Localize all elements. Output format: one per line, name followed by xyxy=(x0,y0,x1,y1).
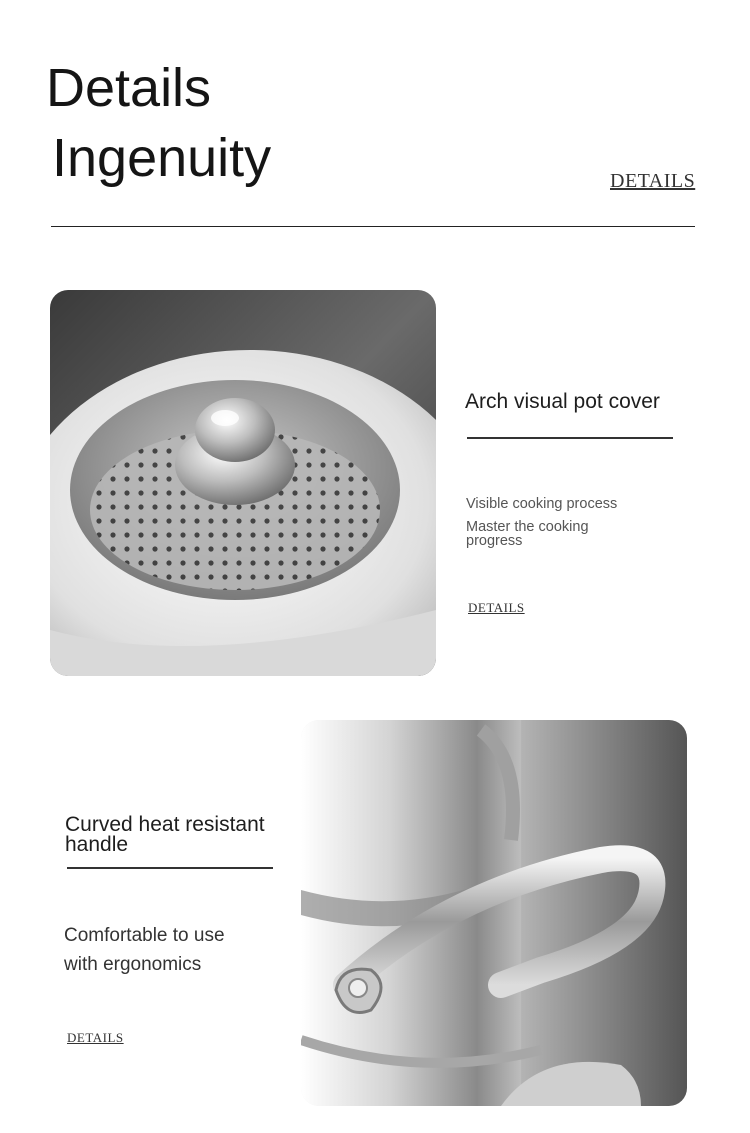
feature2-line2: with ergonomics xyxy=(64,954,202,975)
pot-lid-photo xyxy=(50,290,436,676)
page-title-line2: Ingenuity xyxy=(52,128,272,188)
pot-handle-photo xyxy=(301,720,687,1106)
feature1-line1: Visible cooking process xyxy=(466,496,618,512)
feature2-heading-line1: Curved heat resistant xyxy=(65,813,265,836)
details-link-header[interactable]: DETAILS xyxy=(610,170,696,192)
page-title-line1: Details xyxy=(46,58,212,118)
feature2-line1: Comfortable to use xyxy=(64,925,225,946)
feature1-heading: Arch visual pot cover xyxy=(465,390,660,413)
header-divider xyxy=(51,226,695,227)
feature1-line2a: Master the cooking xyxy=(466,519,589,535)
feature2-divider xyxy=(67,867,273,869)
feature1-line2b: progress xyxy=(466,533,523,549)
feature2-heading-line2: handle xyxy=(65,833,129,856)
details-link-feature1[interactable]: DETAILS xyxy=(468,600,525,615)
feature1-divider xyxy=(467,437,673,439)
details-link-feature2[interactable]: DETAILS xyxy=(67,1030,124,1045)
